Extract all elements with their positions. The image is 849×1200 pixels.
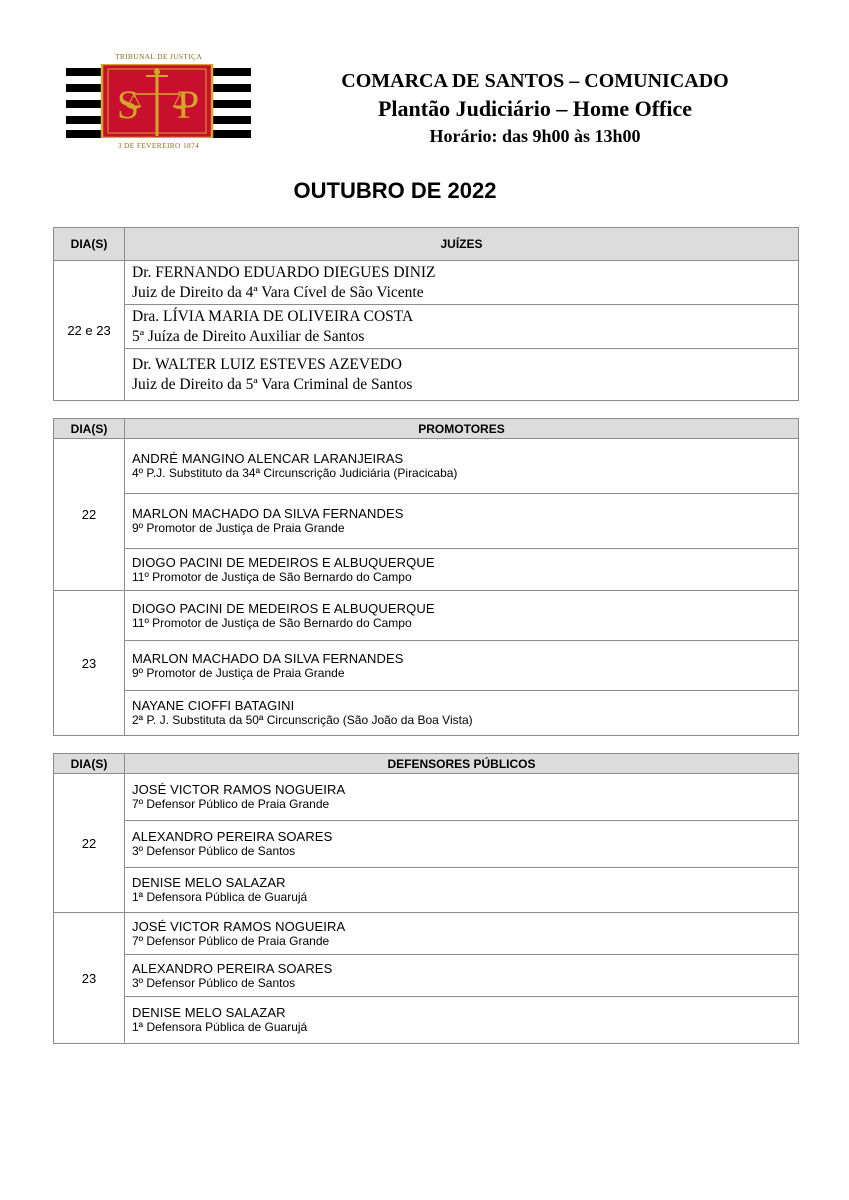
person-role: 3º Defensor Público de Santos [132,844,296,858]
column-header-days: DIA(S) [54,419,125,439]
table-row [54,997,799,1044]
table-row [54,261,799,305]
table-row [54,821,799,868]
person-name: DIOGO PACINI DE MEDEIROS E ALBUQUERQUE [132,600,435,616]
person-name: DENISE MELO SALAZAR [132,875,286,890]
person-name: ANDRÉ MANGINO ALENCAR LARANJEIRAS [132,451,404,466]
logo-bottom-text: 3 DE FEVEREIRO 1874 [117,141,200,150]
person-cell [125,691,799,736]
table-row [54,349,799,401]
prosecutors-table [53,418,799,736]
person-name: JOSÉ VICTOR RAMOS NOGUEIRA [132,918,346,934]
person-role: 9º Promotor de Justiça de Praia Grande [132,665,345,680]
table-row [54,641,799,691]
table-header-row [54,754,799,774]
person-name: ALEXANDRO PEREIRA SOARES [132,829,333,844]
person-cell [125,549,799,591]
tribunal-logo [66,52,251,154]
person-role: Juiz de Direito da 5ª Vara Criminal de Santos [132,375,413,393]
person-role: 5ª Juíza de Direito Auxiliar de Santos [132,327,365,345]
person-role: 4º P.J. Substituto da 34ª Circunscrição Judiciária (Piracicaba) [132,466,458,480]
person-cell [125,591,799,641]
person-name: Dr. FERNANDO EDUARDO DIEGUES DINIZ [132,263,436,281]
day-cell: 22 e 23 [54,261,125,401]
logo-letter-s: S [116,82,140,127]
day-cell: 23 [54,913,125,1044]
person-cell [125,494,799,549]
person-cell [125,261,799,305]
logo-top-text: TRIBUNAL DE JUSTIÇA [114,52,203,61]
person-role: 3º Defensor Público de Santos [132,975,296,990]
column-header-days: DIA(S) [54,228,125,261]
table-row [54,913,799,955]
column-header-judges: JUÍZES [125,228,799,261]
person-cell [125,305,799,349]
person-cell [125,774,799,821]
table-header-row [54,419,799,439]
table-row [54,955,799,997]
table-row [54,549,799,591]
header-comarca: COMARCA DE SANTOS – COMUNICADO [341,70,729,92]
person-role: 7º Defensor Público de Praia Grande [132,797,330,811]
day-cell: 22 [54,774,125,913]
person-name: Dr. WALTER LUIZ ESTEVES AZEVEDO [132,355,402,373]
person-name: DIOGO PACINI DE MEDEIROS E ALBUQUERQUE [132,554,435,570]
person-name: MARLON MACHADO DA SILVA FERNANDES [132,506,404,521]
header-horario: Horário: das 9h00 às 13h00 [429,126,641,146]
person-role: 1ª Defensora Pública de Guarujá [132,890,308,904]
table-row [54,774,799,821]
person-name: ALEXANDRO PEREIRA SOARES [132,960,333,976]
person-role: 11º Promotor de Justiça de São Bernardo do Campo [132,569,412,584]
table-row [54,439,799,494]
day-cell: 23 [54,591,125,736]
person-cell [125,868,799,913]
person-cell [125,439,799,494]
table-row [54,305,799,349]
day-cell: 22 [54,439,125,591]
person-cell [125,349,799,401]
header-plantao: Plantão Judiciário – Home Office [377,96,693,121]
person-role: 7º Defensor Público de Praia Grande [132,933,330,948]
person-name: Dra. LÍVIA MARIA DE OLIVEIRA COSTA [132,307,414,325]
logo-letter-p: P [176,82,200,127]
person-role: Juiz de Direito da 4ª Vara Cível de São Vicente [132,283,424,301]
person-cell [125,821,799,868]
person-role: 1ª Defensora Pública de Guarujá [132,1020,308,1034]
table-row [54,494,799,549]
person-name: MARLON MACHADO DA SILVA FERNANDES [132,650,404,666]
column-header-defenders: DEFENSORES PÚBLICOS [125,754,799,774]
person-cell [125,955,799,997]
table-row [54,868,799,913]
page-title: OUTUBRO DE 2022 [293,178,497,203]
sp-flag-seal-icon [66,64,251,138]
person-cell [125,997,799,1044]
column-header-prosecutors: PROMOTORES [125,419,799,439]
person-name: JOSÉ VICTOR RAMOS NOGUEIRA [132,782,346,797]
table-header-row [54,228,799,261]
column-header-days: DIA(S) [54,754,125,774]
person-name: NAYANE CIOFFI BATAGINI [132,698,295,713]
judges-table [53,227,799,401]
person-name: DENISE MELO SALAZAR [132,1005,286,1020]
person-role: 2ª P. J. Substituta da 50ª Circunscrição (São João da Boa Vista) [132,713,473,727]
person-cell [125,913,799,955]
public-defenders-table [53,753,799,1044]
table-row [54,591,799,641]
table-row [54,691,799,736]
person-cell [125,641,799,691]
person-role: 11º Promotor de Justiça de São Bernardo do Campo [132,615,412,630]
person-role: 9º Promotor de Justiça de Praia Grande [132,521,345,535]
